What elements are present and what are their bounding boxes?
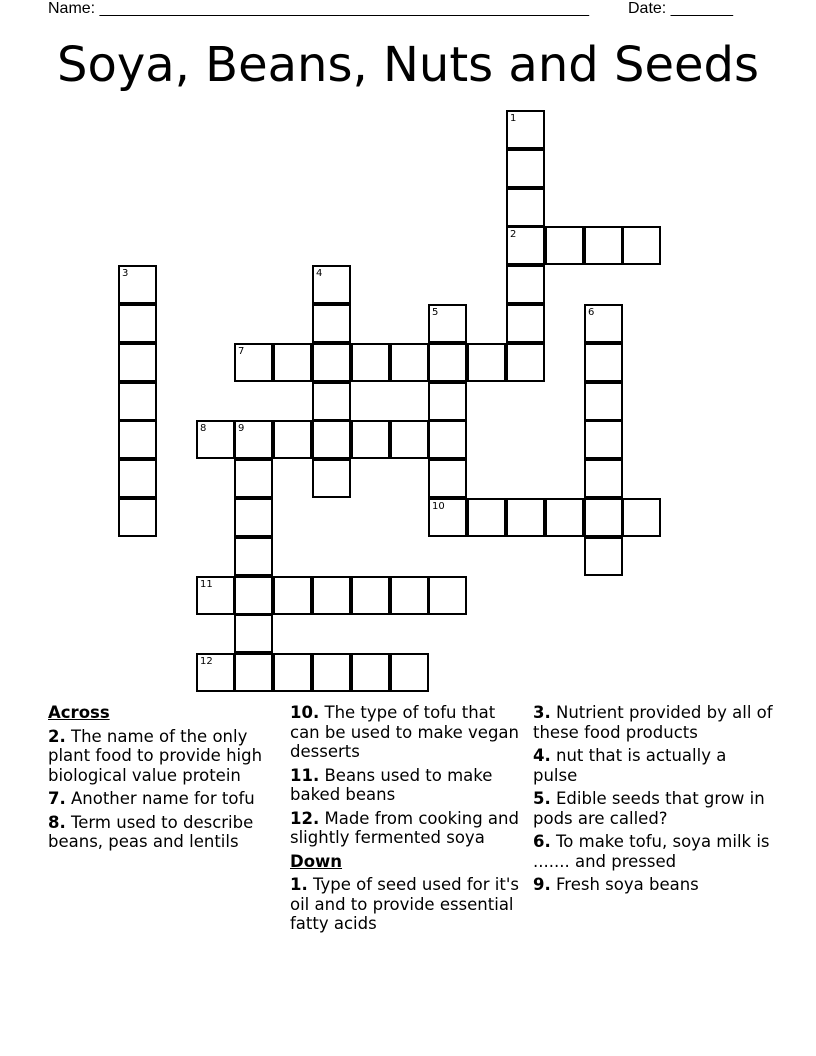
clue-number-label: 8 — [200, 423, 207, 434]
grid-cell[interactable] — [118, 459, 157, 498]
grid-cell[interactable] — [467, 343, 506, 382]
grid-cell[interactable] — [467, 498, 506, 537]
clue-number-label: 6 — [588, 307, 595, 318]
grid-cell[interactable] — [506, 110, 545, 149]
clues-column-1 — [48, 703, 288, 856]
clue-number: 8. — [48, 812, 66, 832]
grid-cell[interactable] — [351, 653, 390, 692]
grid-cell[interactable] — [312, 304, 351, 343]
grid-cell[interactable] — [506, 304, 545, 343]
grid-cell[interactable] — [506, 226, 545, 265]
grid-cell[interactable] — [234, 653, 273, 692]
clue-number: 12. — [290, 808, 320, 828]
clue-number-label: 10 — [432, 501, 445, 512]
clue-down-9 — [533, 875, 773, 895]
clue-across-10 — [290, 703, 525, 762]
grid-cell[interactable] — [118, 420, 157, 459]
clue-number: 2. — [48, 726, 66, 746]
grid-cell[interactable] — [506, 343, 545, 382]
clues-column-3 — [533, 703, 773, 899]
clue-text: Type of seed used for it's oil and to provide essential fatty acids — [290, 875, 519, 933]
grid-cell[interactable] — [118, 382, 157, 421]
clue-text: Nutrient provided by all of these food products — [533, 703, 773, 742]
grid-cell[interactable] — [196, 420, 235, 459]
clue-number-label: 11 — [200, 579, 213, 590]
grid-cell[interactable] — [273, 343, 312, 382]
grid-cell[interactable] — [545, 498, 584, 537]
grid-cell[interactable] — [584, 343, 623, 382]
clue-down-4 — [533, 746, 773, 785]
grid-cell[interactable] — [428, 576, 467, 615]
grid-cell[interactable] — [118, 343, 157, 382]
grid-cell[interactable] — [428, 382, 467, 421]
grid-cell[interactable] — [584, 382, 623, 421]
grid-cell[interactable] — [622, 226, 661, 265]
clue-text: nut that is actually a pulse — [533, 746, 727, 785]
clue-text: Beans used to make baked beans — [290, 765, 493, 804]
across-heading: Across — [48, 703, 110, 722]
clue-number: 11. — [290, 765, 320, 785]
clue-number-label: 5 — [432, 307, 439, 318]
grid-cell[interactable] — [390, 420, 429, 459]
grid-cell[interactable] — [584, 537, 623, 576]
grid-cell[interactable] — [584, 304, 623, 343]
grid-cell[interactable] — [584, 459, 623, 498]
clue-across-11 — [290, 766, 525, 805]
grid-cell[interactable] — [506, 498, 545, 537]
clue-text: Made from cooking and slightly fermented soya — [290, 808, 519, 847]
grid-cell[interactable] — [196, 576, 235, 615]
grid-cell[interactable] — [584, 420, 623, 459]
grid-cell[interactable] — [312, 265, 351, 304]
grid-cell[interactable] — [351, 576, 390, 615]
grid-cell[interactable] — [584, 226, 623, 265]
clue-number: 5. — [533, 789, 551, 808]
clue-down-5 — [533, 789, 773, 828]
page-title: Soya, Beans, Nuts and Seeds — [57, 37, 759, 93]
grid-cell[interactable] — [312, 420, 351, 459]
grid-cell[interactable] — [506, 149, 545, 188]
grid-cell[interactable] — [312, 576, 351, 615]
clue-number: 10. — [290, 703, 320, 722]
grid-cell[interactable] — [118, 265, 157, 304]
grid-cell[interactable] — [390, 576, 429, 615]
clue-number-label: 2 — [510, 229, 517, 240]
clue-down-3 — [533, 703, 773, 742]
grid-cell[interactable] — [428, 498, 467, 537]
grid-cell[interactable] — [234, 537, 273, 576]
grid-cell[interactable] — [234, 343, 273, 382]
clue-across-7 — [48, 789, 288, 809]
grid-cell[interactable] — [428, 420, 467, 459]
grid-cell[interactable] — [584, 498, 623, 537]
grid-cell[interactable] — [622, 498, 661, 537]
grid-cell[interactable] — [273, 576, 312, 615]
grid-cell[interactable] — [196, 653, 235, 692]
clue-text: Another name for tofu — [71, 789, 255, 808]
clue-number-label: 3 — [122, 268, 129, 279]
grid-cell[interactable] — [234, 459, 273, 498]
grid-cell[interactable] — [390, 343, 429, 382]
grid-cell[interactable] — [234, 614, 273, 653]
grid-cell[interactable] — [351, 343, 390, 382]
grid-cell[interactable] — [351, 420, 390, 459]
clue-number-label: 9 — [238, 423, 245, 434]
clue-number-label: 1 — [510, 113, 517, 124]
grid-cell[interactable] — [273, 420, 312, 459]
grid-cell[interactable] — [545, 226, 584, 265]
clue-text: To make tofu, soya milk is ....... and pressed — [533, 832, 770, 871]
down-heading: Down — [290, 851, 343, 871]
clue-down-6 — [533, 832, 773, 871]
clue-number-label: 7 — [238, 346, 245, 357]
clue-across-12 — [290, 809, 525, 848]
grid-cell[interactable] — [312, 343, 351, 382]
clue-down-1 — [290, 875, 525, 934]
grid-cell[interactable] — [273, 653, 312, 692]
grid-cell[interactable] — [428, 343, 467, 382]
clue-across-2 — [48, 727, 288, 786]
grid-cell[interactable] — [118, 498, 157, 537]
name-field-label[interactable]: Name: _______________________________________________________ — [48, 0, 589, 17]
clue-number: 1. — [290, 875, 308, 894]
clues-column-2 — [290, 703, 525, 938]
grid-cell[interactable] — [234, 576, 273, 615]
clue-across-8 — [48, 813, 288, 852]
grid-cell[interactable] — [118, 304, 157, 343]
clue-text: Fresh soya beans — [556, 875, 699, 894]
grid-cell[interactable] — [506, 188, 545, 227]
clue-number-label: 4 — [316, 268, 323, 279]
grid-cell[interactable] — [312, 653, 351, 692]
clue-number: 4. — [533, 746, 551, 765]
clue-number: 3. — [533, 703, 551, 722]
grid-cell[interactable] — [390, 653, 429, 692]
clue-text: Edible seeds that grow in pods are called? — [533, 789, 765, 828]
grid-cell[interactable] — [312, 382, 351, 421]
clue-text: Term used to describe beans, peas and lentils — [48, 812, 254, 851]
clue-number: 6. — [533, 832, 551, 851]
grid-cell[interactable] — [428, 459, 467, 498]
grid-cell[interactable] — [428, 304, 467, 343]
date-field-label[interactable]: Date: _______ — [628, 0, 733, 17]
grid-cell[interactable] — [234, 498, 273, 537]
clue-text: The name of the only plant food to provide high biological value protein — [48, 726, 263, 785]
grid-cell[interactable] — [234, 420, 273, 459]
grid-cell[interactable] — [312, 459, 351, 498]
clue-number-label: 12 — [200, 656, 213, 667]
clue-text: The type of tofu that can be used to make vegan desserts — [290, 703, 519, 761]
clue-number: 7. — [48, 789, 66, 808]
clue-number: 9. — [533, 875, 551, 894]
grid-cell[interactable] — [506, 265, 545, 304]
